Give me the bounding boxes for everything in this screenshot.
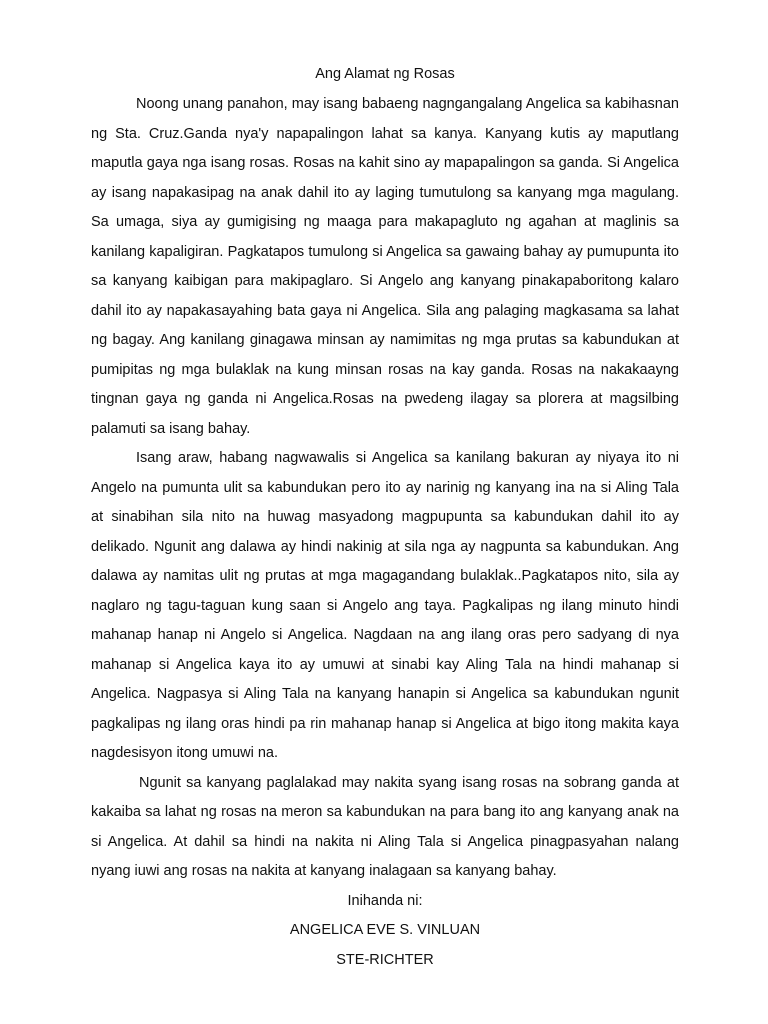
paragraph-1: Noong unang panahon, may isang babaeng nagngangalang Angelica sa kabihasnan ng Sta. Cruz.Ganda nya'y napapalingon lahat sa kanya. Kanyang kutis ay maputlang maputla gaya nga isang rosas. Rosas na kahit sino ay mapapalingon sa ganda. Si Angelica ay isang napakasipag na anak dahil ito ay laging tumutulong sa kanyang mga magulang. Sa umaga, siya ay gumigising ng maaga para makapagluto ng agahan at maglinis sa kanilang kapaligiran. Pagkatapos tumulong si Angelica sa gawaing bahay ay pumupunta ito sa kanyang kaibigan para makipaglaro. Si Angelo ang kanyang pinakapaboritong kalaro dahil ito ay napakasayahing bata gaya ni Angelica. Sila ang palaging magkasama sa lahat ng bagay. Ang kanilang ginagawa minsan ay namimitas ng mga prutas sa kabundukan at pumipitas ng mga bulaklak na kung minsan rosas na kay ganda. Rosas na nakakaayng tingnan gaya ng ganda ni Angelica.Rosas na pwedeng ilagay sa plorera at magsilbing palamuti sa isang bahay. (91, 96, 679, 437)
paragraph-3: Ngunit sa kanyang paglalakad may nakita syang isang rosas na sobrang ganda at kakaiba sa lahat ng rosas na meron sa kabundukan na para bang ito ang kanyang anak na si Angelica. At dahil sa hindi na nakita ni Aling Tala si Angelica pinagpasyahan nalang nyang iuwi ang rosas na nakita at kanyang inalagaan sa kanyang bahay. (91, 774, 679, 879)
section-name: STE-RICHTER (336, 951, 434, 968)
document-title: Ang Alamat ng Rosas (315, 66, 455, 82)
credit-label: Inihanda ni: (347, 892, 423, 909)
document-page (91, 64, 679, 975)
author-name: ANGELICA EVE S. VINLUAN (289, 922, 481, 938)
paragraph-2: Isang araw, habang nagwawalis si Angelica sa kanilang bakuran ay niyaya ito ni Angelo na pumunta ulit sa kabundukan pero ito ay narinig ng kanyang ina na si Aling Tala at sinabihan sila nito na huwag masyadong magpupunta sa kabundukan dahil ito ay delikado. Ngunit ang dalawa ay hindi nakinig at sila nga ay nagpunta sa kabundukan. Ang dalawa ay namitas ulit ng prutas at mga magagandang bulaklak..Pagkatapos nito, sila ay naglaro ng tagu-taguan kung saan si Angelo ang taya. Pagkalipas ng ilang minuto hindi mahanap hanap ni Angelo si Angelica. Nagdaan na ang ilang oras pero sadyang di nya mahanap si Angelica kaya ito ay umuwi at sinabi kay Aling Tala na hindi mahanap si Angelica. Nagpasya si Aling Tala na kanyang hanapin si Angelica sa kabundukan ngunit pagkalipas ng ilang oras hindi pa rin mahanap hanap si Angelica at bigo itong makita kaya nagdesisyon itong umuwi na. (91, 450, 679, 761)
